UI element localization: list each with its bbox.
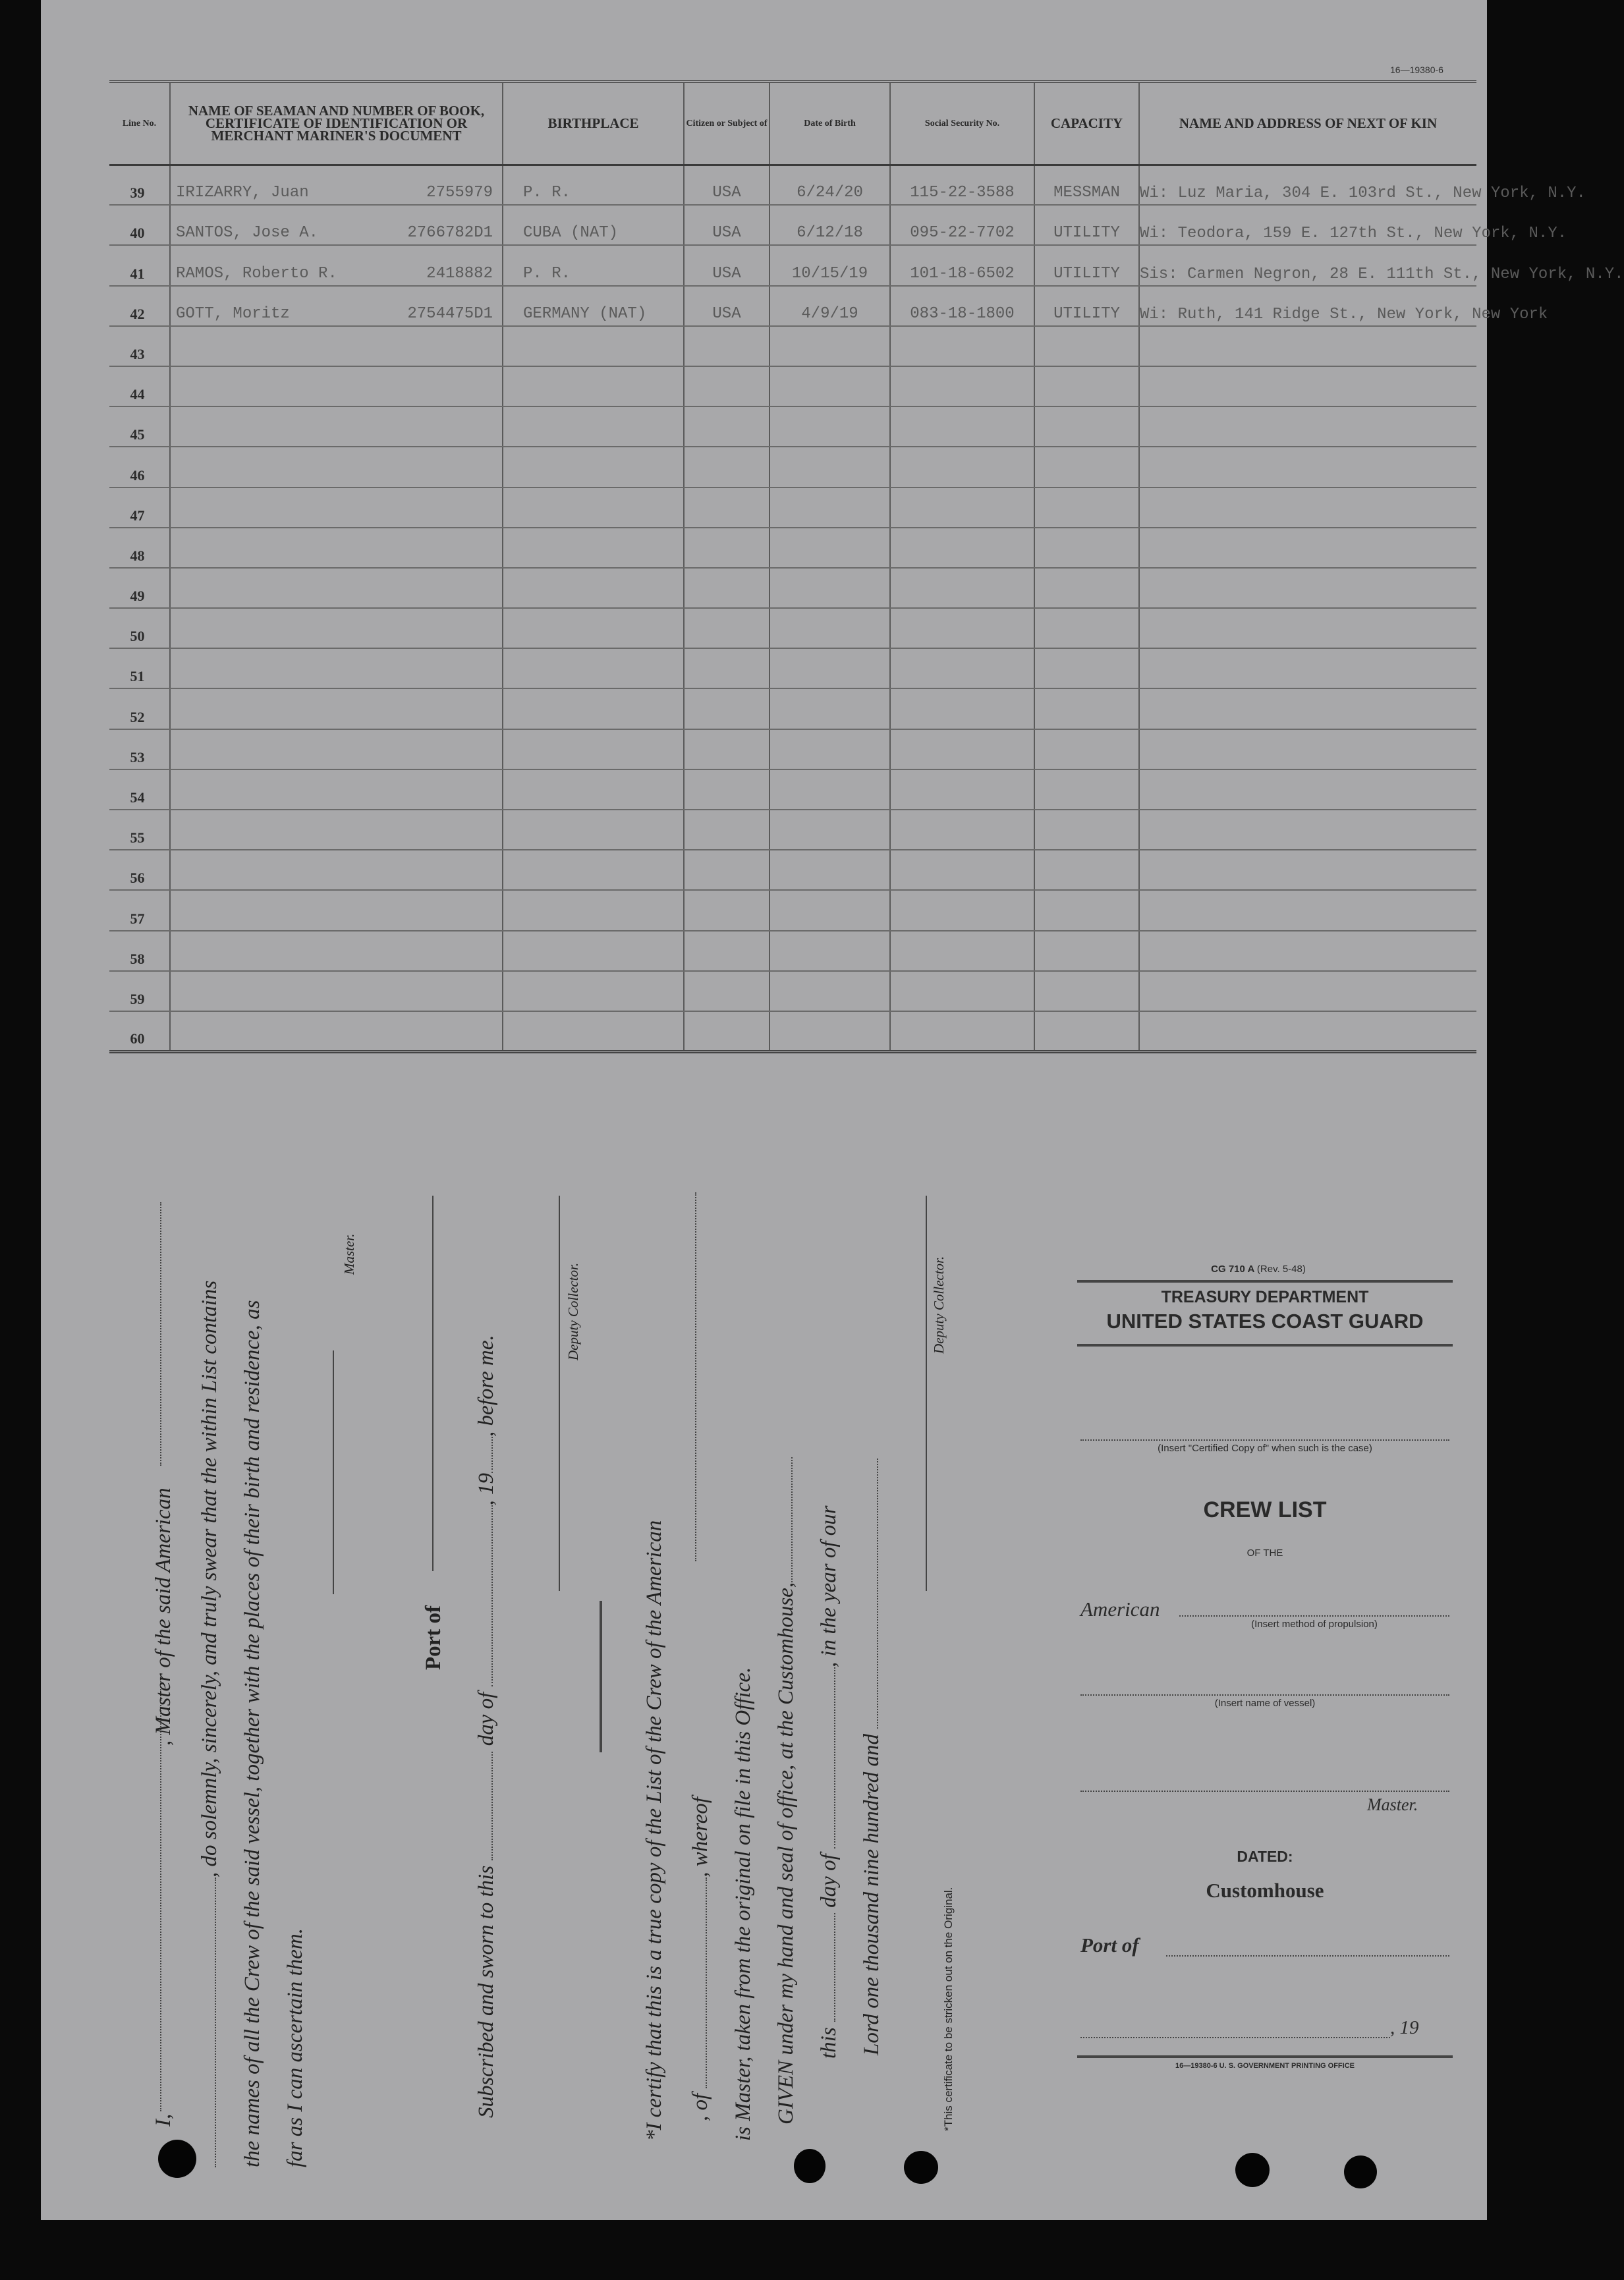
cell-name — [170, 769, 503, 810]
oath-line4: far as I can ascertain them. — [283, 1928, 307, 2167]
cell-name — [170, 729, 503, 769]
cell-birthplace — [503, 1011, 684, 1051]
cover-top-rule — [1077, 1280, 1453, 1283]
cell-kin — [1139, 487, 1476, 528]
cover-certified-note: (Insert "Certified Copy of" when such is the case) — [1158, 1443, 1372, 1454]
cell-name: RAMOS, Roberto R. 2418882 — [170, 245, 503, 285]
cell-name: GOTT, Moritz 2754475D1 — [170, 286, 503, 326]
oath-vessel-line — [160, 1202, 161, 1466]
cell-dob — [770, 1011, 890, 1051]
cell-citizen — [684, 769, 770, 810]
cell-dob — [770, 366, 890, 406]
port-line — [432, 1196, 434, 1571]
certify-footnote: *This certificate to be stricken out on the Original. — [942, 1887, 955, 2131]
cell-citizen — [684, 971, 770, 1011]
table-header — [109, 82, 1476, 165]
cell-citizen — [684, 406, 770, 447]
cell-dob — [770, 608, 890, 648]
table-row — [109, 850, 1476, 890]
cell-line-no: 51 — [109, 648, 170, 688]
cell-kin — [1139, 447, 1476, 487]
cell-capacity — [1034, 850, 1139, 890]
cell-birthplace — [503, 769, 684, 810]
cell-dob — [770, 931, 890, 971]
col-birthplace: BIRTHPLACE — [503, 82, 684, 165]
cell-line-no: 48 — [109, 528, 170, 568]
certify-of: , of , whereof — [688, 1796, 712, 2121]
cell-line-no: 46 — [109, 447, 170, 487]
table-row — [109, 447, 1476, 487]
cell-dob: 10/15/19 — [770, 245, 890, 285]
cell-ssn — [890, 810, 1034, 850]
certify-line1: *I certify that this is a true copy of the List of the Crew of the American — [642, 1520, 666, 2141]
cell-citizen — [684, 1011, 770, 1051]
cell-kin — [1139, 729, 1476, 769]
cell-line-no: 49 — [109, 568, 170, 608]
cell-name — [170, 487, 503, 528]
cell-capacity — [1034, 608, 1139, 648]
cell-dob — [770, 406, 890, 447]
cell-ssn — [890, 487, 1034, 528]
cell-name — [170, 648, 503, 688]
cell-name — [170, 528, 503, 568]
cell-kin — [1139, 810, 1476, 850]
cell-capacity — [1034, 406, 1139, 447]
cell-line-no: 59 — [109, 971, 170, 1011]
cell-name — [170, 890, 503, 930]
cell-line-no: 60 — [109, 1011, 170, 1051]
cell-kin: Wi: Ruth, 141 Ridge St., New York, New York — [1139, 286, 1476, 326]
table-row — [109, 688, 1476, 729]
cell-dob — [770, 447, 890, 487]
cell-line-no: 57 — [109, 890, 170, 930]
cover-american: American — [1080, 1598, 1160, 1621]
cell-birthplace — [503, 326, 684, 366]
cell-citizen — [684, 729, 770, 769]
cell-birthplace — [503, 729, 684, 769]
cell-name — [170, 1011, 503, 1051]
cell-ssn — [890, 971, 1034, 1011]
cover-title: CREW LIST — [1203, 1497, 1327, 1522]
cell-capacity — [1034, 769, 1139, 810]
cell-kin — [1139, 890, 1476, 930]
cell-ssn — [890, 890, 1034, 930]
table-row — [109, 971, 1476, 1011]
cover-date-line — [1080, 2037, 1390, 2038]
cover-propulsion-line — [1179, 1615, 1449, 1617]
table-row — [109, 528, 1476, 568]
table-row — [109, 245, 1476, 285]
cell-name — [170, 810, 503, 850]
cell-capacity: UTILITY — [1034, 286, 1139, 326]
cell-line-no: 55 — [109, 810, 170, 850]
cell-capacity — [1034, 729, 1139, 769]
cell-name: IRIZARRY, Juan 2755979 — [170, 165, 503, 205]
cell-ssn: 083-18-1800 — [890, 286, 1034, 326]
table-row — [109, 165, 1476, 205]
cell-birthplace — [503, 688, 684, 729]
col-capacity: CAPACITY — [1034, 82, 1139, 165]
cell-kin — [1139, 1011, 1476, 1051]
cell-kin — [1139, 769, 1476, 810]
cell-ssn — [890, 608, 1034, 648]
cell-ssn — [890, 326, 1034, 366]
deputy-signature-line — [559, 1196, 560, 1591]
cell-name — [170, 931, 503, 971]
cell-dob: 6/24/20 — [770, 165, 890, 205]
cell-kin — [1139, 688, 1476, 729]
cell-citizen: USA — [684, 286, 770, 326]
cover-agency: UNITED STATES COAST GUARD — [1106, 1310, 1424, 1333]
cell-citizen — [684, 568, 770, 608]
table-row — [109, 769, 1476, 810]
cell-citizen — [684, 931, 770, 971]
cell-birthplace — [503, 810, 684, 850]
cell-name — [170, 850, 503, 890]
cell-line-no: 44 — [109, 366, 170, 406]
cell-birthplace — [503, 406, 684, 447]
cell-line-no: 45 — [109, 406, 170, 447]
cell-capacity — [1034, 447, 1139, 487]
oath-line2: , do solemnly, sincerely, and truly swear that the within List contains — [198, 1281, 222, 2167]
cell-dob: 6/12/18 — [770, 205, 890, 245]
cell-birthplace — [503, 528, 684, 568]
cell-line-no: 42 — [109, 286, 170, 326]
cell-name — [170, 406, 503, 447]
cell-citizen — [684, 648, 770, 688]
cell-dob — [770, 528, 890, 568]
cell-dob: 4/9/19 — [770, 286, 890, 326]
punch-hole — [1344, 2155, 1377, 2188]
cell-kin: Wi: Teodora, 159 E. 127th St., New York, N.Y. — [1139, 205, 1476, 245]
cell-ssn — [890, 931, 1034, 971]
cover-nineteen: , 19 — [1390, 2017, 1419, 2038]
cover-propulsion-note: (Insert method of propulsion) — [1251, 1619, 1378, 1630]
cell-kin — [1139, 568, 1476, 608]
cover-dept: TREASURY DEPARTMENT — [1161, 1288, 1369, 1306]
cell-line-no: 52 — [109, 688, 170, 729]
cell-name: SANTOS, Jose A. 2766782D1 — [170, 205, 503, 245]
table-row — [109, 568, 1476, 608]
cover-bottom-rule — [1077, 2055, 1453, 2058]
cell-citizen: USA — [684, 245, 770, 285]
table-row — [109, 1011, 1476, 1051]
cell-birthplace: GERMANY (NAT) — [503, 286, 684, 326]
cover-master-line — [1080, 1791, 1449, 1792]
table-row — [109, 890, 1476, 930]
cell-kin: Sis: Carmen Negron, 28 E. 111th St., New York, N.Y. — [1139, 245, 1476, 285]
cell-capacity — [1034, 648, 1139, 688]
cell-ssn — [890, 528, 1034, 568]
cell-citizen — [684, 850, 770, 890]
cell-name — [170, 326, 503, 366]
col-line-no: Line No. — [109, 82, 170, 165]
cell-kin — [1139, 366, 1476, 406]
cell-line-no: 41 — [109, 245, 170, 285]
cell-line-no: 50 — [109, 608, 170, 648]
col-dob: Date of Birth — [770, 82, 890, 165]
cell-capacity — [1034, 487, 1139, 528]
cell-capacity: UTILITY — [1034, 205, 1139, 245]
cell-dob — [770, 769, 890, 810]
cell-capacity — [1034, 688, 1139, 729]
cell-ssn — [890, 688, 1034, 729]
certify-vessel-line — [695, 1192, 696, 1561]
cell-ssn: 115-22-3588 — [890, 165, 1034, 205]
cell-name — [170, 366, 503, 406]
cell-dob — [770, 890, 890, 930]
cell-dob — [770, 850, 890, 890]
cell-birthplace — [503, 648, 684, 688]
cover-port-of: Port of — [1080, 1933, 1139, 1957]
cover-printer: 16—19380-6 U. S. GOVERNMENT PRINTING OFFICE — [1175, 2062, 1355, 2070]
cell-name — [170, 971, 503, 1011]
table-row — [109, 366, 1476, 406]
cell-citizen — [684, 688, 770, 729]
cell-kin — [1139, 971, 1476, 1011]
cover-certified-line — [1080, 1439, 1449, 1441]
certify-line3: GIVEN under my hand and seal of office, at the Customhouse, — [774, 1457, 798, 2125]
cell-dob — [770, 810, 890, 850]
cell-ssn — [890, 769, 1034, 810]
cell-dob — [770, 568, 890, 608]
cell-citizen — [684, 810, 770, 850]
punch-hole — [158, 2140, 196, 2178]
cell-line-no: 54 — [109, 769, 170, 810]
cell-kin — [1139, 608, 1476, 648]
cell-kin — [1139, 931, 1476, 971]
cell-capacity — [1034, 890, 1139, 930]
table-row — [109, 286, 1476, 326]
cover-master: Master. — [1367, 1795, 1418, 1814]
cell-dob — [770, 326, 890, 366]
table-row — [109, 648, 1476, 688]
cell-citizen — [684, 890, 770, 930]
cell-citizen: USA — [684, 205, 770, 245]
cell-ssn: 101-18-6502 — [890, 245, 1034, 285]
oath-deputy: Deputy Collector. — [565, 1262, 581, 1360]
cell-citizen — [684, 326, 770, 366]
cover-port-line — [1166, 1955, 1449, 1957]
master-signature-line — [333, 1350, 334, 1594]
cell-line-no: 40 — [109, 205, 170, 245]
cell-ssn: 095-22-7702 — [890, 205, 1034, 245]
cell-name — [170, 568, 503, 608]
cell-capacity — [1034, 568, 1139, 608]
cell-capacity — [1034, 366, 1139, 406]
cell-ssn — [890, 406, 1034, 447]
form-number-top: 16—19380-6 — [1390, 65, 1443, 75]
cell-capacity: MESSMAN — [1034, 165, 1139, 205]
cell-line-no: 39 — [109, 165, 170, 205]
cover-vessel-note: (Insert name of vessel) — [1214, 1698, 1316, 1709]
oath-master-sig: Master. — [341, 1233, 357, 1275]
cell-ssn — [890, 447, 1034, 487]
cell-line-no: 53 — [109, 729, 170, 769]
certify-this: this day of , in the year of our — [817, 1505, 841, 2059]
cell-ssn — [890, 648, 1034, 688]
cell-citizen — [684, 447, 770, 487]
cell-dob — [770, 971, 890, 1011]
cell-birthplace: P. R. — [503, 165, 684, 205]
table-row — [109, 608, 1476, 648]
oath-port-of: Port of — [422, 1605, 445, 1670]
cell-name — [170, 447, 503, 487]
cover-of-the: OF THE — [1246, 1547, 1283, 1559]
cell-ssn — [890, 729, 1034, 769]
oath-master-of: , Master of the said American — [152, 1488, 175, 1746]
divider-mark — [600, 1601, 602, 1752]
cover-form-id: CG 710 A (Rev. 5-48) — [1211, 1264, 1306, 1275]
certify-lord: Lord one thousand nine hundred and — [860, 1459, 884, 2055]
cell-dob — [770, 688, 890, 729]
cell-ssn — [890, 366, 1034, 406]
cell-birthplace — [503, 971, 684, 1011]
cover-dated: DATED: — [1237, 1848, 1293, 1865]
cover-mid-rule — [1077, 1344, 1453, 1347]
cell-ssn — [890, 850, 1034, 890]
cell-birthplace — [503, 931, 684, 971]
col-name: NAME OF SEAMAN AND NUMBER OF BOOK, CERTIFICATE OF IDENTIFICATION OR MERCHANT MARINER'S DOCUMENT — [170, 82, 503, 165]
table-row — [109, 931, 1476, 971]
oath-i: I, — [152, 2113, 175, 2127]
cell-ssn — [890, 1011, 1034, 1051]
cell-line-no: 56 — [109, 850, 170, 890]
cell-kin — [1139, 850, 1476, 890]
table-row — [109, 810, 1476, 850]
table-row — [109, 205, 1476, 245]
cell-citizen — [684, 608, 770, 648]
punch-hole — [1235, 2153, 1270, 2187]
cell-dob — [770, 487, 890, 528]
certify-deputy: Deputy Collector. — [931, 1256, 947, 1354]
cell-dob — [770, 729, 890, 769]
cell-birthplace — [503, 366, 684, 406]
cell-kin — [1139, 326, 1476, 366]
cell-name — [170, 608, 503, 648]
cell-birthplace — [503, 850, 684, 890]
col-kin: NAME AND ADDRESS OF NEXT OF KIN — [1139, 82, 1476, 165]
punch-hole — [794, 2149, 826, 2183]
cell-name — [170, 688, 503, 729]
cell-kin — [1139, 648, 1476, 688]
cell-kin — [1139, 528, 1476, 568]
cell-capacity — [1034, 971, 1139, 1011]
cell-capacity — [1034, 931, 1139, 971]
cell-birthplace — [503, 487, 684, 528]
cell-line-no: 47 — [109, 487, 170, 528]
cell-citizen — [684, 528, 770, 568]
cell-capacity — [1034, 810, 1139, 850]
certify-deputy-line — [926, 1196, 927, 1591]
cell-birthplace — [503, 608, 684, 648]
cell-kin — [1139, 406, 1476, 447]
cover-customhouse: Customhouse — [1206, 1879, 1324, 1902]
oath-line3: the names of all the Crew of the said vessel, together with the places of their birth and residence, as — [240, 1300, 264, 2167]
cell-line-no: 58 — [109, 931, 170, 971]
cell-citizen — [684, 366, 770, 406]
cell-birthplace — [503, 447, 684, 487]
certify-line2: is Master, taken from the original on file in this Office. — [731, 1667, 755, 2141]
cell-capacity — [1034, 1011, 1139, 1051]
table-row — [109, 487, 1476, 528]
cell-birthplace — [503, 568, 684, 608]
table-row — [109, 406, 1476, 447]
table-row — [109, 326, 1476, 366]
cell-birthplace: CUBA (NAT) — [503, 205, 684, 245]
cell-ssn — [890, 568, 1034, 608]
cell-line-no: 43 — [109, 326, 170, 366]
cover-vessel-line — [1080, 1694, 1449, 1696]
cell-dob — [770, 648, 890, 688]
cell-kin: Wi: Luz Maria, 304 E. 103rd St., New York, N.Y. — [1139, 165, 1476, 205]
col-citizen: Citizen or Subject of — [684, 82, 770, 165]
cell-birthplace — [503, 890, 684, 930]
oath-subscribed: Subscribed and sworn to this day of , 19, before me. — [474, 1335, 498, 2118]
cell-capacity — [1034, 528, 1139, 568]
cell-birthplace: P. R. — [503, 245, 684, 285]
cell-capacity: UTILITY — [1034, 245, 1139, 285]
table-row — [109, 729, 1476, 769]
cell-citizen: USA — [684, 165, 770, 205]
punch-hole — [904, 2151, 938, 2184]
col-ssn: Social Security No. — [890, 82, 1034, 165]
cell-capacity — [1034, 326, 1139, 366]
cell-citizen — [684, 487, 770, 528]
crew-table — [109, 80, 1624, 1053]
